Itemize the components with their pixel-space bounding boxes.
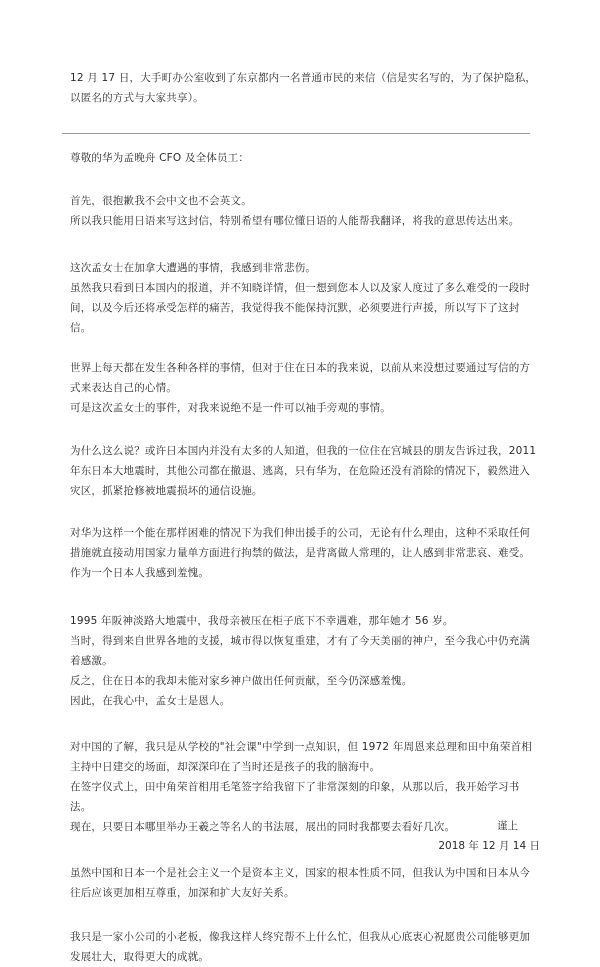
paragraph-line: 对华为这样一个能在那样困难的情况下为我们伸出援手的公司，无论有什么理由，这种不采取任何措施就直接动用国家力量单方面进行拘禁的做法，是背离做人常理的，让人感到非常悲哀、难受。作为一个日本人我感到羞愧。 [70,527,531,579]
paragraph-line: 在签字仪式上，田中角荣首相用毛笔签字给我留下了非常深刻的印象，从那以后，我开始学习书法。 [70,781,520,813]
paragraph-line: 可是这次孟女士的事件，对我来说绝不是一件可以袖手旁观的事情。 [70,402,391,414]
paragraph-line: 1995 年阪神淡路大地震中，我母亲被压在柜子底下不幸遇难，那年她才 56 岁。 [70,615,454,627]
paragraph-line: 虽然我只看到日本国内的报道，并不知晓详情，但一想到您本人以及家人度过了多么难受的一段时间，以及今后还将承受怎样的痛苦，我觉得我不能保持沉默，必须要进行声援，所以写下了这封信。 [70,282,531,334]
paragraph-line: 世界上每天都在发生各种各样的事情，但对于住在日本的我来说，以前从来没想过要通过写信的方式来表达自己的心情。 [70,362,531,394]
paragraph-line: 因此，在我心中，孟女士是恩人。 [70,695,231,707]
intro-note: 12 月 17 日，大手町办公室收到了东京都内一名普通市民的来信（信是实名写的，为了保护隐私，以匿名的方式与大家共享）。 [70,72,537,104]
paragraph-friendship [70,863,540,903]
paragraph-kobe-1995 [70,611,540,711]
paragraph-closing-wish [70,927,540,967]
paragraph-line: 为什么这么说？或许日本国内并没有太多的人知道，但我的一位住在宫城县的朋友告诉过我，2011 年东日本大地震时，其他公司都在撤退、逃离，只有华为，在危险还没有消除的情况下，毅然进入灾区，抓紧抢修被地震损坏的通信设施。 [70,445,537,497]
section-divider [62,133,530,134]
paragraph-line: 现在，只要日本哪里举办王羲之等名人的书法展，展出的同时我都要去看好几次。 [70,821,456,833]
letter-date: 2018 年 12 月 14 日 [438,840,540,852]
paragraph-line: 我只是一家小公司的小老板，像我这样人终究帮不上什么忙，但我从心底衷心祝愿贵公司能够更加发展壮大，取得更大的成就。 [70,931,531,963]
letter-signature: 谨上 [497,820,518,832]
paragraph-earthquake-2011 [70,441,540,501]
letter-salutation: 尊敬的华为孟晚舟 CFO 及全体员工： [70,152,250,164]
paragraph-line: 这次孟女士在加拿大遭遇的事情，我感到非常悲伤。 [70,262,317,274]
paragraph-line: 反之，住在日本的我却未能对家乡神户做出任何贡献，至今仍深感羞愧。 [70,675,413,687]
paragraph-line: 对中国的了解，我只是从学校的"社会课"中学到一点知识，但 1972 年周恩来总理和田中角荣首相主持中日建交的场面，却深深印在了当时还是孩子的我的脑海中。 [70,741,532,773]
paragraph-world-events [70,358,540,418]
paragraph-line: 所以我只能用日语来写这封信，特别希望有哪位懂日语的人能帮我翻译，将我的意思传达出来。 [70,215,520,227]
paragraph-line: 首先，很抱歉我不会中文也不会英文。 [70,195,252,207]
paragraph-sadness [70,258,540,338]
paragraph-line: 当时，得到来自世界各地的支援，城市得以恢复重建，才有了今天美丽的神户，至今我心中仍充满着感激。 [70,635,531,667]
paragraph-line: 虽然中国和日本一个是社会主义一个是资本主义，国家的根本性质不同，但我认为中国和日本从今往后应该更加相互尊重，加深和扩大友好关系。 [70,867,531,899]
paragraph-shame [70,523,540,583]
paragraph-china-knowledge [70,737,540,837]
paragraph-apology [70,191,540,231]
